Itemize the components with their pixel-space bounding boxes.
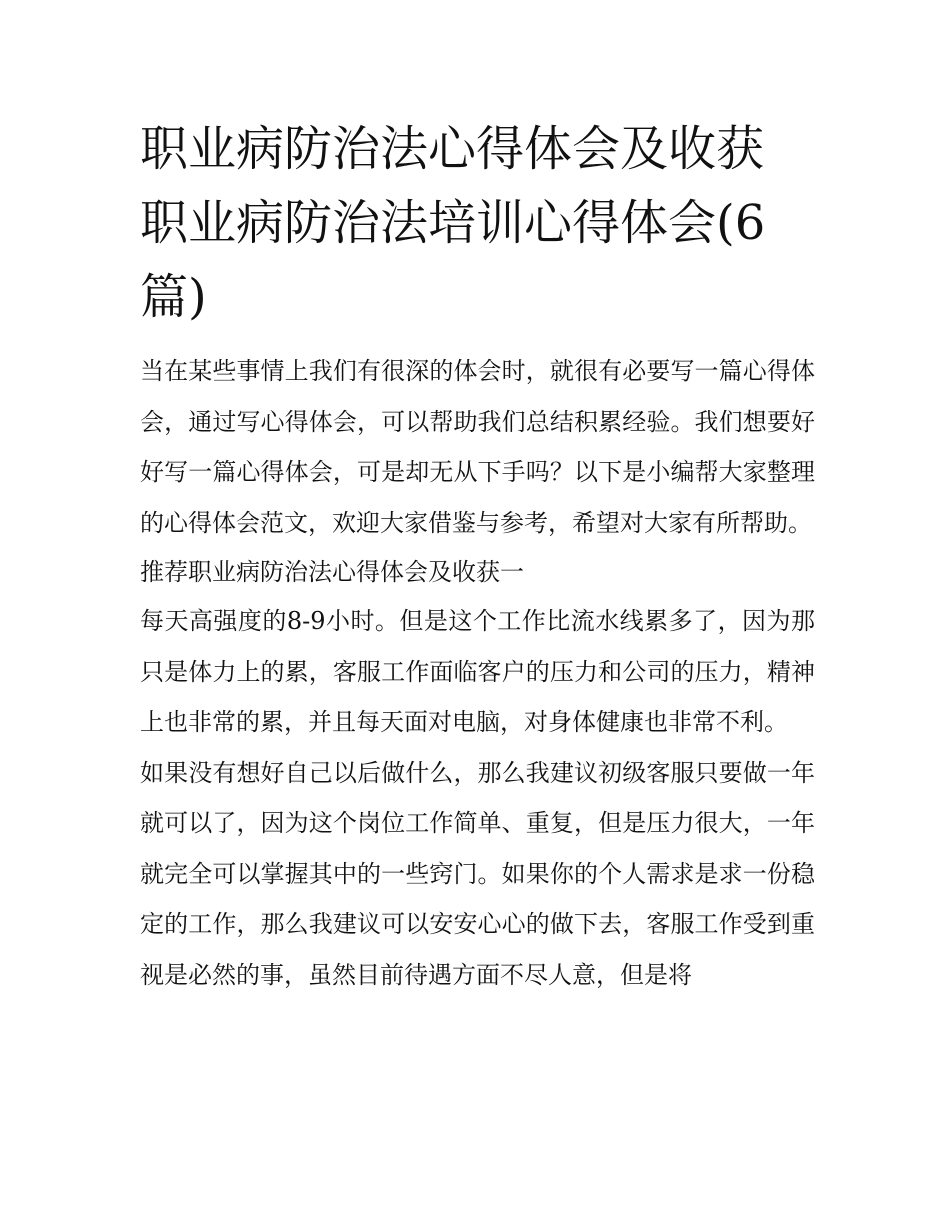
body-paragraph: 如果没有想好自己以后做什么，那么我建议初级客服只要做一年就可以了，因为这个岗位工作简单、重复，但是压力很大，一年就完全可以掌握其中的一些窍门。如果你的个人需求是求一份稳定的工作，那么我建议可以安安心心的做下去，客服工作受到重视是必然的事，虽然目前待遇方面不尽人意，但是将 [140, 758, 815, 989]
body-paragraph: 每天高强度的8-9小时。但是这个工作比流水线累多了，因为那只是体力上的累，客服工作面临客户的压力和公司的压力，精神上也非常的累，并且每天面对电脑，对身体健康也非常不利。 [140, 607, 815, 736]
document-title: 职业病防治法心得体会及收获 职业病防治法培训心得体会(6篇) [140, 121, 766, 325]
intro-paragraph: 当在某些事情上我们有很深的体会时，就很有必要写一篇心得体会，通过写心得体会，可以帮助我们总结积累经验。我们想要好好写一篇心得体会，可是却无从下手吗？以下是小编帮大家整理的心得体会范文，欢迎大家借鉴与参考，希望对大家有所帮助。 [140, 357, 815, 537]
section-heading: 推荐职业病防治法心得体会及收获一 [140, 558, 524, 586]
document-page [140, 112, 815, 1000]
